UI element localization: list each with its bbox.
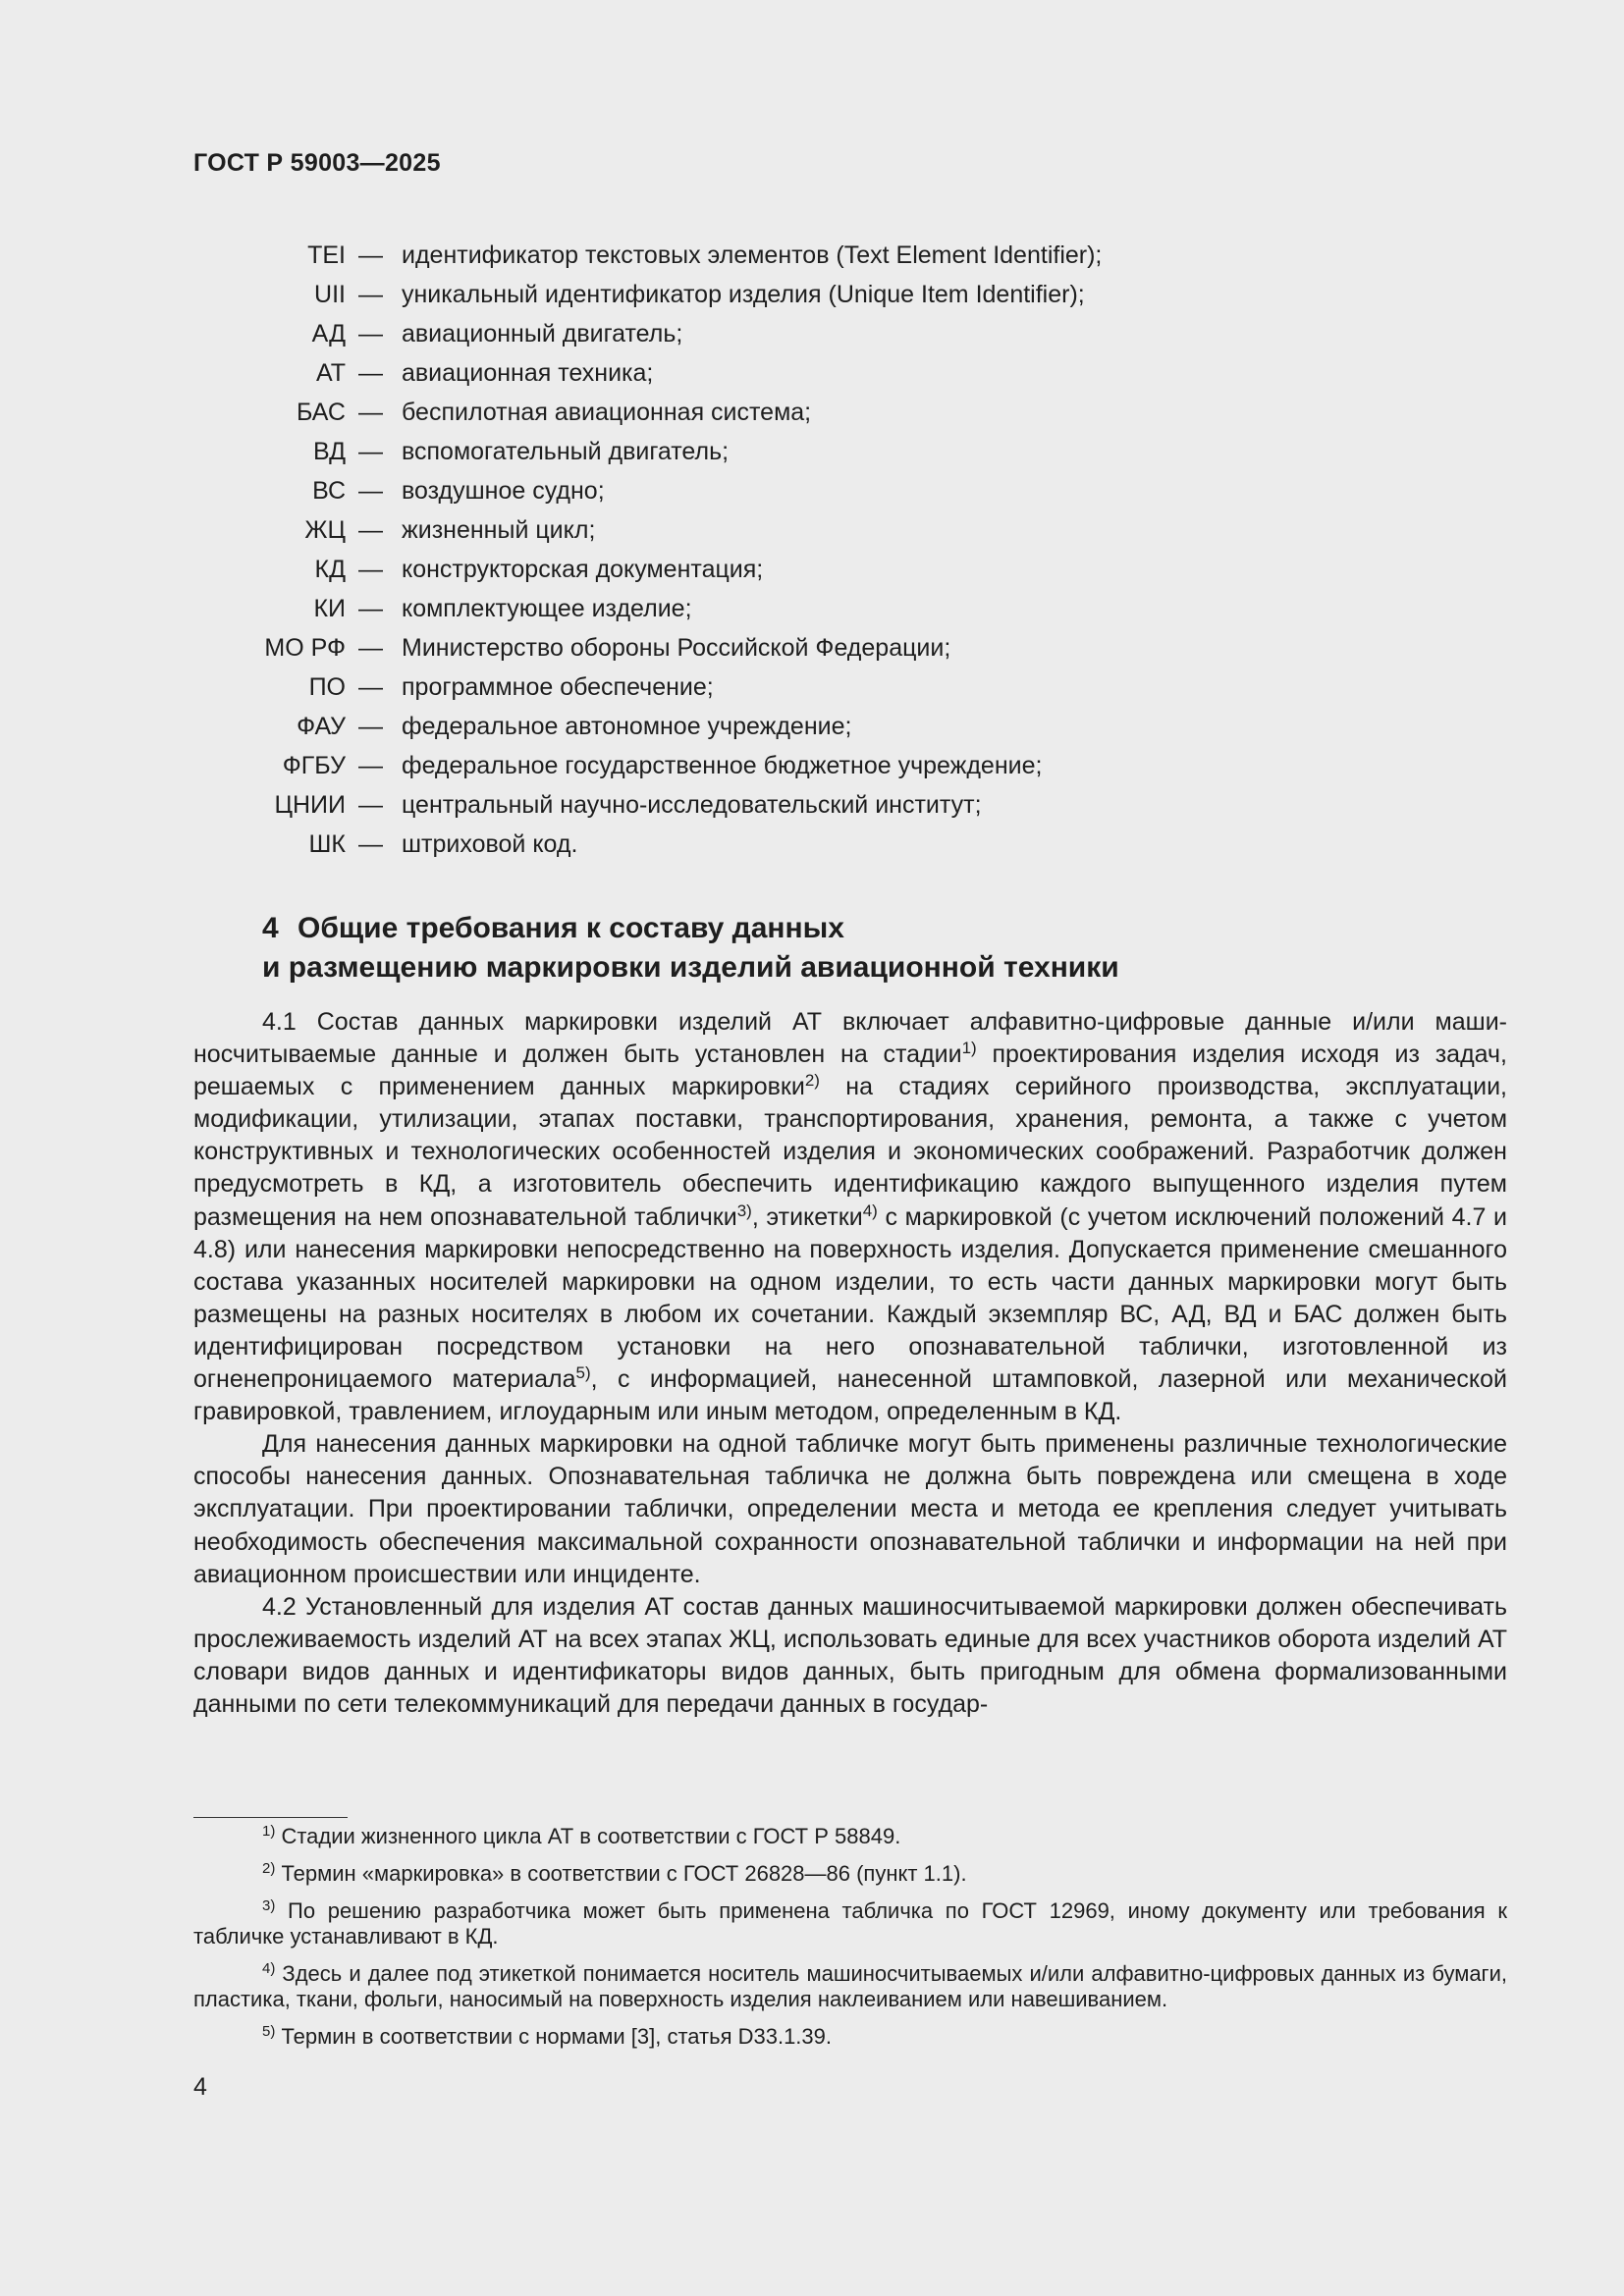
abbreviation-row: [0, 785, 1624, 825]
abbreviation-dash: —: [358, 281, 383, 308]
footnote-mark: 2): [262, 1860, 276, 1877]
footnote-ref[interactable]: 3): [736, 1201, 752, 1220]
body-text: [193, 1006, 1507, 1721]
footnote-ref[interactable]: 4): [862, 1201, 878, 1220]
paragraph-text: на стадиях серийного производства, эксплуатации, модификации, утилизации, этапах поставки, транспортирования, хранения, ремонта, а также с учетом конструктивных и технологических особенностей изделия и экономических соображений. Разработчик должен предусмотреть в КД, а изготовитель обеспечить идентификацию каждого выпущенного изделия путем размещения на нем опознавательной таблички: [193, 1073, 1507, 1231]
document-code: ГОСТ Р 59003—2025: [193, 149, 441, 177]
paragraph-4-1: [193, 1006, 1507, 1428]
abbreviation-definition: Министерство обороны Российской Федерации;: [402, 634, 951, 662]
footnote: [193, 1824, 1507, 1849]
abbreviation-row: [0, 667, 1624, 707]
abbreviation-term: КД: [314, 556, 346, 583]
abbreviation-definition: уникальный идентификатор изделия (Unique Item Identifier);: [402, 281, 1085, 308]
paragraph-text: с маркировкой (с учетом исключений положений 4.7 и 4.8) или нанесения маркировки непосредственно на поверхность изделия. Допускается применение смешанного состава указанных носителей маркировки на одном изделии, то есть части данных маркировки могут быть размещены на разных носителях в любом их сочетании. Каждый экземпляр ВС, АД, ВД и БАС должен быть идентифицирован посредством установки на него опознавательной таблички, изготовленной из огненепроницаемого материала: [193, 1202, 1507, 1394]
footnote: [193, 1898, 1507, 1949]
abbreviation-row: [0, 628, 1624, 667]
paragraph-4-2: 4.2 Установленный для изделия АТ состав данных машиносчитываемой маркировки должен обеспечивать прослеживаемость изделий АТ на всех этапах ЖЦ, использовать единые для всех участников оборота изделий АТ словари видов данных и идентификаторы видов данных, быть пригодным для обмена формализованными данными по сети телекоммуникаций для передачи данных в государ-: [193, 1592, 1507, 1718]
footnote-text: Термин в соответствии с нормами [3], статья D33.1.39.: [275, 2024, 832, 2049]
abbreviation-definition: идентификатор текстовых элементов (Text Element Identifier);: [402, 241, 1103, 269]
abbreviation-term: ШК: [308, 830, 346, 858]
paragraph-text: 4.1 Состав данных маркировки изделий АТ включает алфавитно-цифровые данные и/или машиносчитываемые данные и должен быть установлен на стадии: [193, 1008, 1507, 1069]
abbreviation-term: КИ: [313, 595, 346, 622]
abbreviation-row: [0, 707, 1624, 746]
abbreviation-dash: —: [358, 477, 383, 505]
abbreviation-dash: —: [358, 830, 383, 858]
abbreviation-dash: —: [358, 673, 383, 701]
abbreviation-definition: программное обеспечение;: [402, 673, 714, 701]
abbreviation-dash: —: [358, 713, 383, 740]
abbreviation-definition: авиационная техника;: [402, 359, 654, 387]
abbreviation-definition: центральный научно-исследовательский институт;: [402, 791, 982, 819]
footnote-mark: 5): [262, 2023, 276, 2040]
page-number: 4: [193, 2073, 207, 2101]
abbreviation-term: ПО: [308, 673, 346, 701]
abbreviation-definition: конструкторская документация;: [402, 556, 764, 583]
abbreviations-list: [0, 236, 1624, 864]
abbreviation-dash: —: [358, 241, 383, 269]
abbreviation-term: ЦНИИ: [274, 791, 346, 819]
section-heading: [262, 909, 1119, 988]
abbreviation-dash: —: [358, 752, 383, 779]
abbreviation-term: АТ: [316, 359, 346, 387]
footnote-separator: [193, 1817, 348, 1818]
footnote-mark: 4): [262, 1960, 276, 1977]
section-number: 4: [262, 912, 279, 944]
abbreviation-definition: федеральное государственное бюджетное учреждение;: [402, 752, 1043, 779]
abbreviation-definition: воздушное судно;: [402, 477, 605, 505]
abbreviation-dash: —: [358, 320, 383, 347]
abbreviation-row: [0, 589, 1624, 628]
abbreviation-dash: —: [358, 516, 383, 544]
paragraph-text: , этикетки: [751, 1202, 863, 1231]
abbreviation-definition: штриховой код.: [402, 830, 578, 858]
abbreviation-row: [0, 510, 1624, 550]
paragraph-text: проектирования изделия исходя из задач, решаемых с применением данных маркировки: [193, 1041, 1507, 1101]
abbreviation-definition: беспилотная авиационная система;: [402, 399, 812, 426]
abbreviation-term: ВС: [312, 477, 346, 505]
abbreviation-row: [0, 825, 1624, 864]
abbreviation-dash: —: [358, 595, 383, 622]
footnote-ref[interactable]: 1): [961, 1039, 977, 1058]
abbreviation-row: [0, 550, 1624, 589]
abbreviation-term: МО РФ: [264, 634, 346, 662]
abbreviation-dash: —: [358, 438, 383, 465]
abbreviation-definition: федеральное автономное учреждение;: [402, 713, 852, 740]
section-title-line-1: [262, 909, 1119, 948]
footnote-text: По решению разработчика может быть применена табличка по ГОСТ 12969, иному документу или требования к табличке устанавливают в КД.: [193, 1898, 1507, 1949]
abbreviation-row: [0, 746, 1624, 785]
abbreviation-dash: —: [358, 359, 383, 387]
footnote-mark: 3): [262, 1897, 276, 1914]
footnote: [193, 1861, 1507, 1887]
paragraph-text: , с информацией, нанесенной штамповкой, лазерной или механической гравировкой, травлением, иглоударным или иным методом, определенным в КД.: [193, 1365, 1508, 1426]
abbreviation-dash: —: [358, 634, 383, 662]
footnotes: [193, 1824, 1507, 2061]
abbreviation-term: ФГБУ: [282, 752, 346, 779]
footnote-ref[interactable]: 5): [575, 1363, 591, 1383]
abbreviation-row: [0, 471, 1624, 510]
abbreviation-definition: вспомогательный двигатель;: [402, 438, 730, 465]
abbreviation-row: [0, 432, 1624, 471]
footnote: [193, 1961, 1507, 2012]
abbreviation-term: TEI: [307, 241, 346, 269]
abbreviation-definition: комплектующее изделие;: [402, 595, 692, 622]
abbreviation-term: ЖЦ: [304, 516, 346, 544]
abbreviation-term: UII: [314, 281, 346, 308]
footnote-ref[interactable]: 2): [804, 1071, 820, 1091]
abbreviation-dash: —: [358, 399, 383, 426]
abbreviation-dash: —: [358, 556, 383, 583]
abbreviation-term: ФАУ: [297, 713, 346, 740]
abbreviation-row: [0, 353, 1624, 393]
abbreviation-row: [0, 275, 1624, 314]
abbreviation-term: БАС: [296, 399, 346, 426]
section-title-line-2: и размещению маркировки изделий авиационной техники: [262, 951, 1119, 984]
footnote-text: Здесь и далее под этикеткой понимается носитель машиносчитываемых и/или алфавитно-цифровых данных из бумаги, пластика, ткани, фольги, наносимый на поверхность изделия наклеиванием или навешиванием.: [193, 1961, 1507, 2011]
abbreviation-row: [0, 393, 1624, 432]
footnote-mark: 1): [262, 1823, 276, 1840]
paragraph-plates: Для нанесения данных маркировки на одной табличке могут быть применены различные технологические способы нанесения данных. Опознавательная табличка не должна быть повреждена или смещена в ходе эксплуатации. При проектировании таблички, определении места и метода ее крепления следует учитывать необходимость обеспечения максимальной сохранности опознавательной таблички и информации на ней при авиационном происшествии или инциденте.: [193, 1430, 1507, 1588]
footnote: [193, 2024, 1507, 2050]
footnote-text: Термин «маркировка» в соответствии с ГОСТ 26828—86 (пункт 1.1).: [275, 1861, 967, 1886]
section-title-text-1: Общие требования к составу данных: [298, 912, 844, 944]
footnote-text: Стадии жизненного цикла АТ в соответствии с ГОСТ Р 58849.: [275, 1824, 901, 1848]
abbreviation-row: [0, 236, 1624, 275]
abbreviation-term: АД: [311, 320, 346, 347]
abbreviation-definition: жизненный цикл;: [402, 516, 596, 544]
abbreviation-term: ВД: [312, 438, 346, 465]
abbreviation-definition: авиационный двигатель;: [402, 320, 683, 347]
abbreviation-dash: —: [358, 791, 383, 819]
abbreviation-row: [0, 314, 1624, 353]
